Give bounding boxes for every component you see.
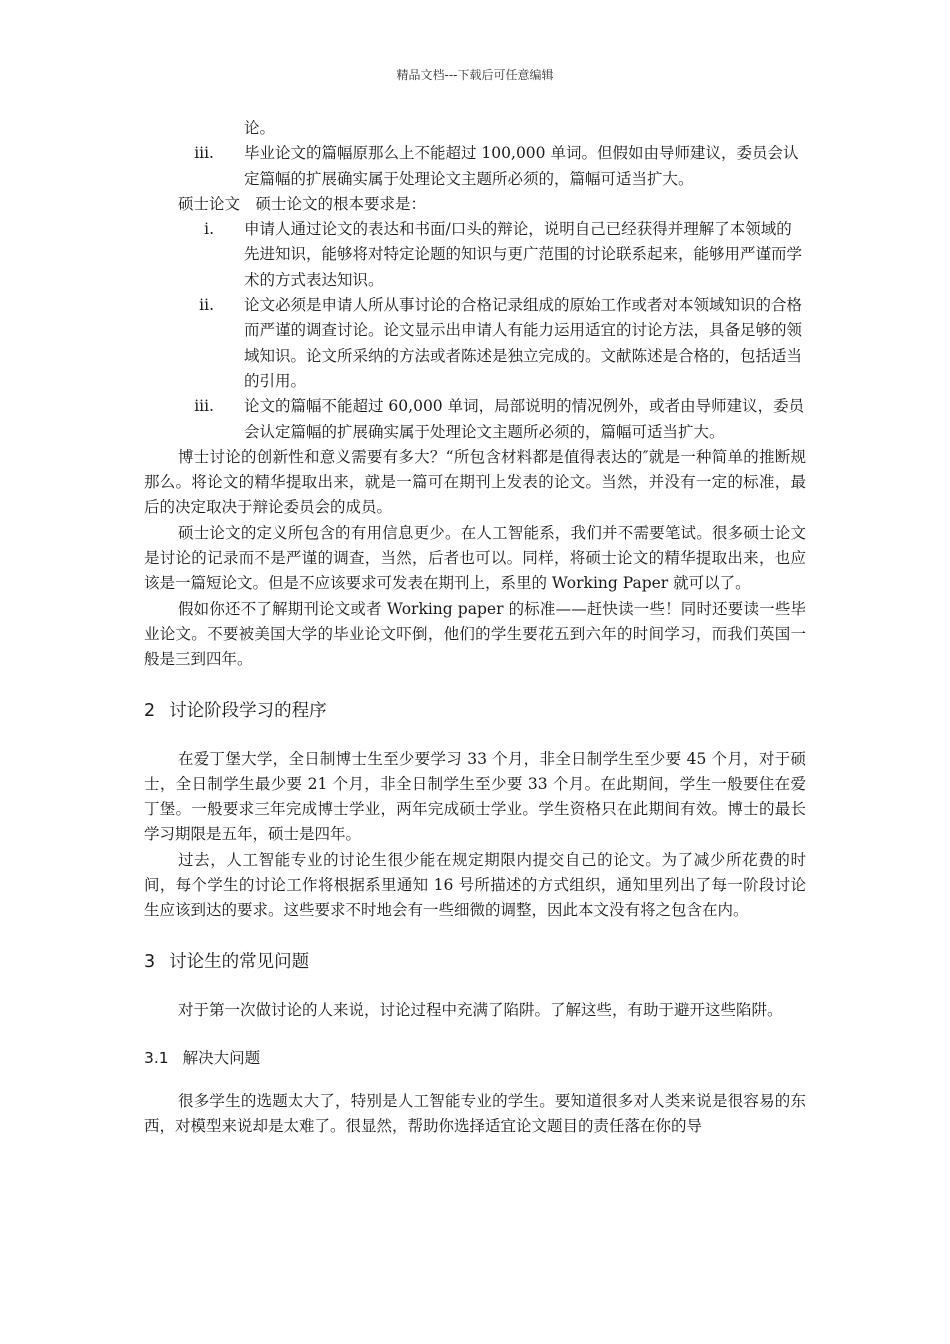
list-text: 论文必须是申请人所从事讨论的合格记录组成的原始工作或者对本领域知识的合格而严谨的调查讨论。论文显示出申请人有能力运用适宜的讨论方法，具备足够的领域知识。论文所采纳的方法或者陈述是独立完成的。文献陈述是合格的，包括适当的引用。 bbox=[244, 296, 803, 390]
list-number: i. bbox=[204, 220, 214, 239]
paragraph: 过去，人工智能专业的讨论生很少能在规定期限内提交自己的论文。为了减少所花费的时间，每个学生的讨论工作将根据系里通知 16 号所描述的方式组织，通知里列出了每一阶段讨论生应该到达的要求。这些要求不时地会有一些细微的调整，因此本文没有将之包含在内。 bbox=[144, 850, 806, 920]
list-number: ii. bbox=[199, 296, 214, 315]
list-number: iii. bbox=[194, 397, 214, 416]
list-text: 申请人通过论文的表达和书面/口头的辩论，说明自己已经获得并理解了本领域的先进知识，能够将对特定论题的知识与更广范围的讨论联系起来，能够用严谨而学术的方式表达知识。 bbox=[244, 220, 803, 289]
subsection-heading-3-1 bbox=[144, 1045, 806, 1071]
paragraph: 假如你还不了解期刊论文或者 Working paper 的标准——赶快读一些！同时还要读一些毕业论文。不要被美国大学的毕业论文吓倒，他们的学生要花五到六年的时间学习，而我们英国一般是三到四年。 bbox=[144, 599, 806, 669]
section-number: 2 bbox=[144, 700, 156, 721]
section-heading-3 bbox=[144, 948, 806, 976]
section-heading-2 bbox=[144, 697, 806, 725]
section-number: 3 bbox=[144, 951, 156, 972]
continued-line: 论。 bbox=[244, 119, 276, 137]
paragraph: 很多学生的选题太大了，特别是人工智能专业的学生。要知道很多对人类来说是很容易的东西，对模型来说却是太难了。很显然，帮助你选择适宜论文题目的责任落在你的导 bbox=[144, 1091, 806, 1136]
section-title: 讨论生的常见问题 bbox=[169, 951, 310, 972]
paragraph: 硕士论文的定义所包含的有用信息更少。在人工智能系，我们并不需要笔试。很多硕士论文是讨论的记录而不是严谨的调查，当然，后者也可以。同样，将硕士论文的精华提取出来，也应该是一篇短论文。但是不应该要求可发表在期刊上，系里的 Working Paper 就可以了。 bbox=[144, 523, 806, 593]
paragraph: 博士讨论的创新性和意义需要有多大？“所包含材料都是值得表达的″就是一种简单的推断规那么。将论文的精华提取出来，就是一篇可在期刊上发表的论文。当然，并没有一定的标准，最后的决定取决于辩论委员会的成员。 bbox=[144, 447, 806, 517]
masters-requirement-ii bbox=[144, 293, 806, 394]
list-number: iii. bbox=[194, 144, 214, 163]
document-body bbox=[144, 116, 806, 1140]
section-number: 3.1 bbox=[144, 1048, 169, 1067]
masters-requirement-iii bbox=[144, 394, 806, 445]
page-header: 精品文档---下载后可任意编辑 bbox=[396, 68, 554, 82]
phd-requirement-iii bbox=[144, 141, 806, 192]
section-title: 讨论阶段学习的程序 bbox=[169, 700, 327, 721]
masters-requirement-i bbox=[144, 217, 806, 293]
list-text: 论文的篇幅不能超过 60,000 单词，局部说明的情况例外，或者由导师建议，委员会认定篇幅的扩展确实属于处理论文主题所必须的，篇幅可适当扩大。 bbox=[244, 397, 805, 441]
paragraph: 在爱丁堡大学，全日制博士生至少要学习 33 个月，非全日制学生至少要 45 个月，对于硕士，全日制学生最少要 21 个月，非全日制学生至少要 33 个月。在此期间，学生一般要住在爱丁堡。一般要求三年完成博士学业，两年完成硕士学业。学生资格只在此期间有效。博士的最长学习期限是五年，硕士是四年。 bbox=[144, 749, 806, 844]
paragraph: 对于第一次做讨论的人来说，讨论过程中充满了陷阱。了解这些，有助于避开这些陷阱。 bbox=[178, 1000, 783, 1019]
masters-label: 硕士论文 硕士论文的根本要求是： bbox=[178, 194, 427, 213]
section-title: 解决大问题 bbox=[182, 1048, 261, 1067]
list-text: 毕业论文的篇幅原那么上不能超过 100,000 单词。但假如由导师建议，委员会认定篇幅的扩展确实属于处理论文主题所必须的，篇幅可适当扩大。 bbox=[244, 144, 799, 188]
